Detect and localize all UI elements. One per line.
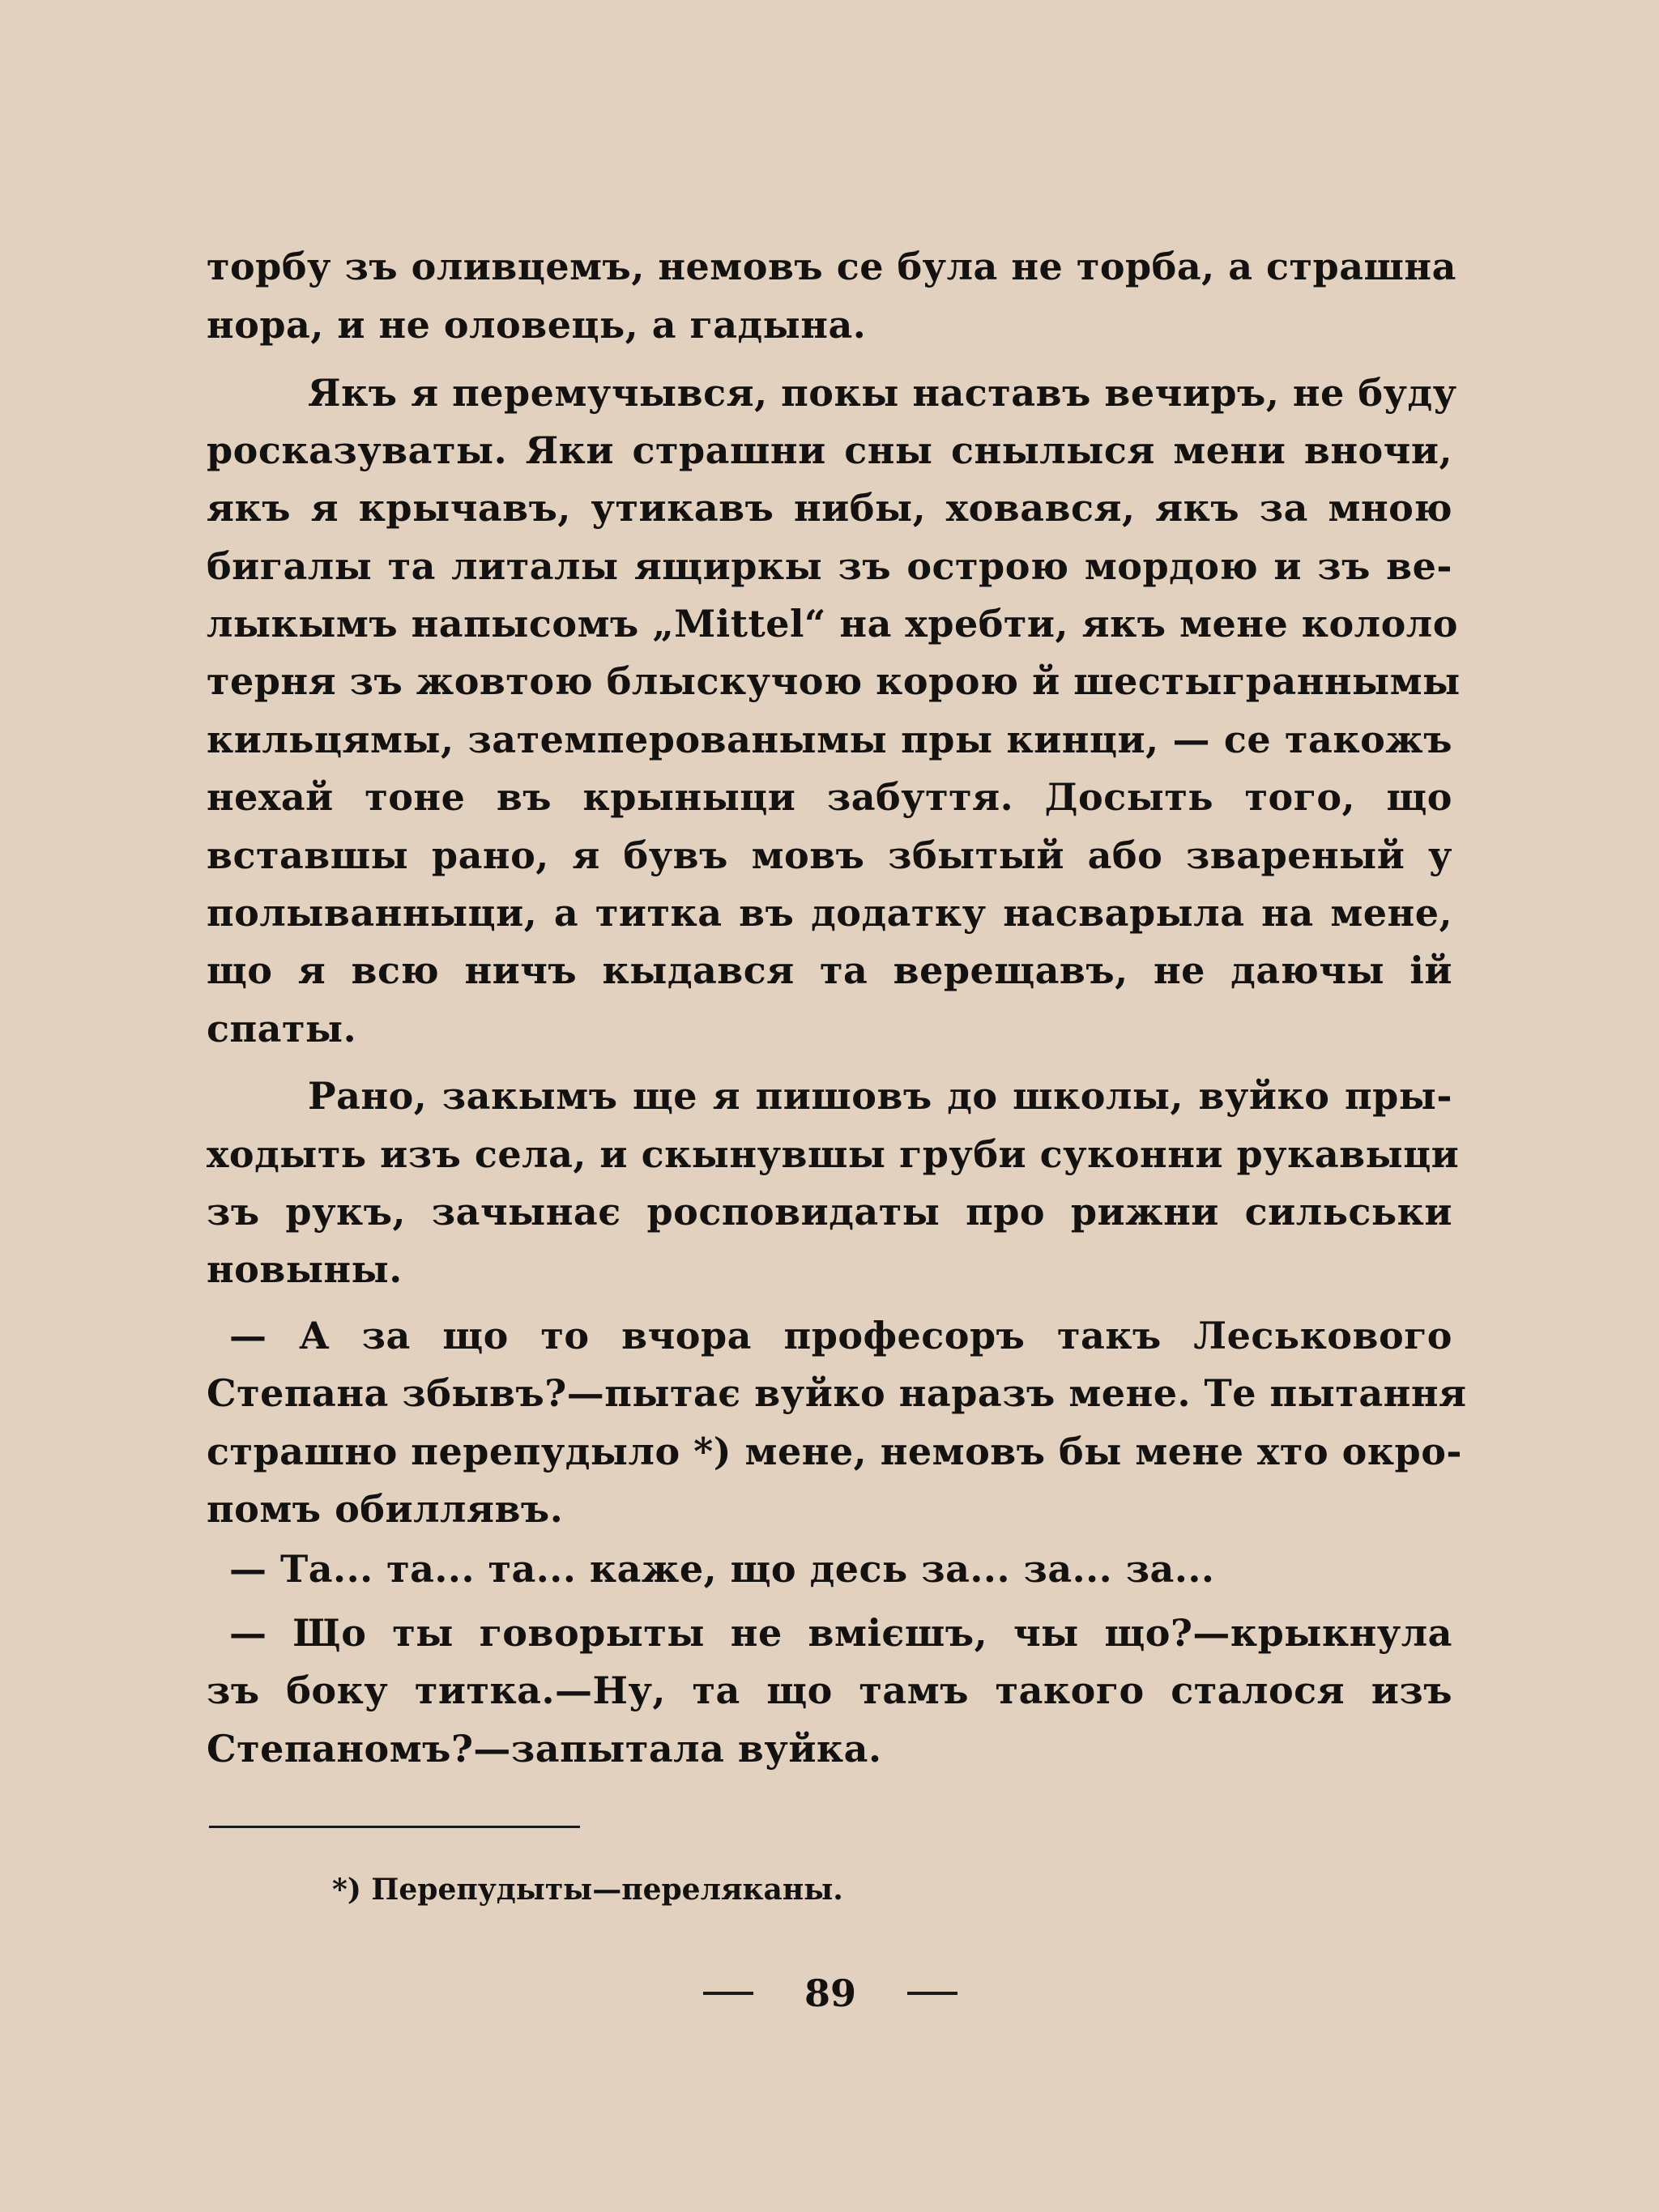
text-line-15: Рано, закымъ ще я пишовъ до школы, вуйко пры- [308,1074,1452,1118]
text-line-25: зъ боку титка.—Ну, та що тамъ такого сталося изъ [207,1669,1452,1712]
text-line-22: помъ обиллявъ. [207,1487,564,1531]
footnote: *) Перепудыты—переляканы. [332,1873,843,1907]
text-line-17: зъ рукъ, зачынає росповидаты про рижни сильськи [207,1190,1452,1234]
text-line-13: що я всю ничъ кыдався та верещавъ, не даючы ій [207,948,1452,992]
text-line-24: — Що ты говорыты не вмієшъ, чы що?—крыкнула [229,1611,1452,1655]
text-line-23: — Та... та... та... каже, що десь за... за... за... [229,1547,1215,1591]
footnote-separator [209,1826,580,1828]
page-number-block [703,1971,957,2015]
page-number: 89 [804,1971,856,2015]
text-line-21: страшно перепудыло *) мене, немовъ бы мене хто окро- [207,1430,1462,1473]
text-line-12: полыванныци, а титка въ додатку насварыла на мене, [207,891,1452,935]
page-number-right-dash [907,1992,957,1995]
text-line-2: нора, и не оловець, а гадына. [207,303,867,347]
text-line-20: Степана збывъ?—пытає вуйко наразъ мене. Те пытання [207,1371,1467,1415]
text-line-4: росказуваты. Яки страшни сны снылыся мени вночи, [207,428,1452,472]
text-line-19: — А за що то вчора професоръ такъ Леськового [229,1314,1452,1357]
text-line-9: кильцямы, затемперованымы пры кинци, — се такожъ [207,718,1452,761]
text-line-8: терня зъ жовтою блыскучою корою й шестыграннымы [207,659,1461,703]
text-line-3: Якъ я перемучывся, покы наставъ вечиръ, не буду [308,371,1457,415]
text-line-6: бигалы та литалы ящиркы зъ острою мордою и зъ ве- [207,544,1452,588]
text-line-10: нехай тоне въ крыныци забуття. Досыть того, що [207,775,1452,819]
text-line-14: спаты. [207,1007,357,1051]
text-line-1: торбу зъ оливцемъ, немовъ се була не торба, а страшна [207,245,1456,288]
page-number-left-dash [703,1992,753,1995]
text-line-16: ходыть изъ села, и скынувшы груби суконни рукавыци [207,1132,1460,1176]
text-line-5: якъ я крычавъ, утикавъ нибы, ховався, якъ за мною [207,486,1452,530]
text-line-18: новыны. [207,1247,403,1291]
text-line-11: вставшы рано, я бувъ мовъ збытый або звареный у [207,833,1452,877]
text-line-7: лыкымъ напысомъ „Mittel“ на хребти, якъ мене кололо [207,602,1458,646]
text-line-26: Степаномъ?—запытала вуйка. [207,1727,882,1771]
